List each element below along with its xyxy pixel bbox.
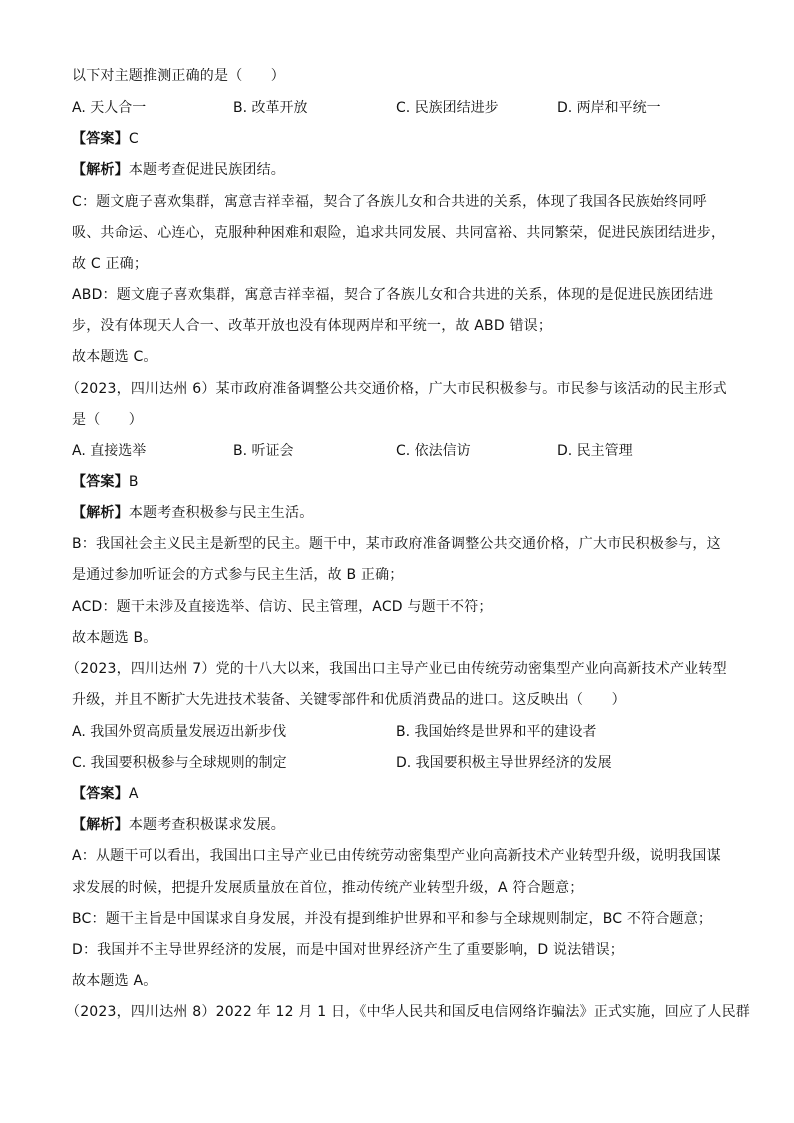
analysis-text: D：我国并不主导世界经济的发展，而是中国对世界经济产生了重要影响，D 说法错误； [72,942,625,958]
option-d: D. 两岸和平统一 [557,100,661,116]
analysis-text: BC：题干主旨是中国谋求自身发展，并没有提到维护世界和平和参与全球规则制定，BC 不符合题意； [72,911,713,927]
analysis-text: B：我国社会主义民主是新型的民主。题干中，某市政府准备调整公共交通价格，广大市民积极参与，这 [72,536,721,552]
analysis-text: 故本题选 C。 [72,349,158,365]
answer-value: A [128,786,139,802]
analysis-text: 故本题选 A。 [72,973,158,989]
option-c: C. 依法信访 [396,443,471,459]
answer-tag: 【答案】 [72,131,129,147]
question-stem: 升级，并且不断扩大先进技术装备、关键零部件和优质消费品的进口。这反映出（ ） [72,692,626,708]
analysis-tag: 【解析】 [72,162,129,178]
option-c: C. 我国要积极参与全球规则的制定 [72,755,287,771]
answer-line [72,129,722,149]
analysis-intro: 本题考查积极谋求发展。 [128,817,286,833]
analysis-tag: 【解析】 [72,817,129,833]
analysis-text: 是通过参加听证会的方式参与民主生活，故 B 正确； [72,567,404,583]
option-b: B. 听证会 [233,443,294,459]
analysis-line [72,503,722,523]
question-stem: （2023，四川达州 6）某市政府准备调整公共交通价格，广大市民积极参与。市民参与该活动的民主形式 [66,381,727,397]
answer-value: B [128,474,139,490]
analysis-text: A：从题干可以看出，我国出口主导产业已由传统劳动密集型产业向高新技术产业转型升级，说明我国谋 [72,848,721,864]
answer-tag: 【答案】 [72,474,129,490]
question-stem: （2023，四川达州 7）党的十八大以来，我国出口主导产业已由传统劳动密集型产业向高新技术产业转型 [66,661,727,677]
analysis-intro: 本题考查积极参与民主生活。 [128,505,314,521]
option-a: A. 我国外贸高质量发展迈出新步伐 [72,724,287,740]
option-d: D. 民主管理 [557,443,633,459]
analysis-tag: 【解析】 [72,505,129,521]
analysis-text: 故本题选 B。 [72,630,158,646]
answer-value: C [128,131,139,147]
answer-tag: 【答案】 [72,786,129,802]
question-stem: （2023，四川达州 8）2022 年 12 月 1 日，《中华人民共和国反电信网络诈骗法》正式实施，回应了人民群 [66,1004,750,1020]
option-b: B. 我国始终是世界和平的建设者 [396,724,597,740]
option-a: A. 直接选举 [72,443,147,459]
option-a: A. 天人合一 [72,100,147,116]
answer-line [72,472,722,492]
option-c: C. 民族团结进步 [396,100,499,116]
question-stem: 以下对主题推测正确的是（ ） [72,68,285,84]
option-d: D. 我国要积极主导世界经济的发展 [396,755,612,771]
analysis-line [72,160,722,180]
analysis-text: C：题文鹿子喜欢集群，寓意吉祥幸福，契合了各族儿女和合共进的关系，体现了我国各民族始终同呼 [72,194,707,210]
analysis-line [72,815,722,835]
answer-line [72,784,722,804]
analysis-text: 故 C 正确； [72,256,149,272]
analysis-intro: 本题考查促进民族团结。 [128,162,286,178]
analysis-text: 步，没有体现天人合一、改革开放也没有体现两岸和平统一，故 ABD 错误； [72,318,553,334]
question-stem: 是（ ） [72,412,143,428]
analysis-text: ACD：题干未涉及直接选举、信访、民主管理，ACD 与题干不符； [72,599,493,615]
analysis-text: 求发展的时候，把提升发展质量放在首位，推动传统产业转型升级，A 符合题意； [72,880,584,896]
analysis-text: ABD：题文鹿子喜欢集群，寓意吉祥幸福，契合了各族儿女和合共进的关系，体现的是促进民族团结进 [72,287,714,303]
option-b: B. 改革开放 [233,100,308,116]
analysis-text: 吸、共命运、心连心，克服种种困难和艰险，追求共同发展、共同富裕、共同繁荣，促进民族团结进步， [72,225,726,241]
